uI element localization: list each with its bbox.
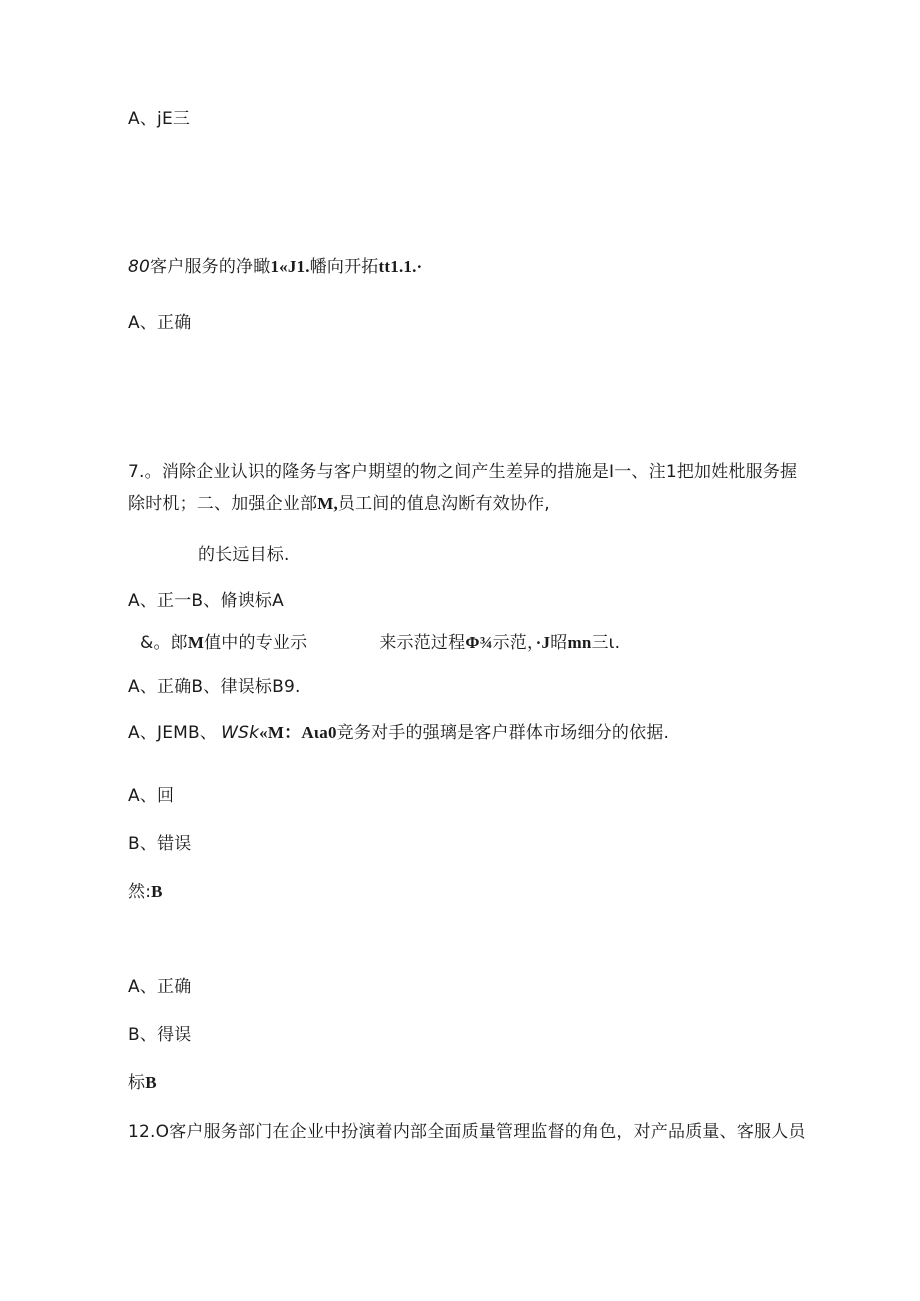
option-line: B、错误 bbox=[128, 834, 192, 854]
question-line bbox=[128, 493, 550, 515]
question-text: &。郎 bbox=[140, 633, 188, 653]
question-line bbox=[140, 632, 620, 654]
question-line bbox=[128, 722, 669, 744]
answer-label: 然: bbox=[128, 882, 152, 902]
answer-line bbox=[128, 1072, 157, 1094]
question-text: 示范， bbox=[492, 633, 536, 653]
option-text: A、JEMB、 bbox=[128, 723, 218, 743]
answer-value: B bbox=[145, 1073, 157, 1092]
question-line: 12.O客户服务部门在企业中扮演着内部全面质量管理监督的角色，对产品质量、客服人员 bbox=[128, 1122, 806, 1142]
answer-label: 标 bbox=[128, 1073, 146, 1093]
question-number: 80 bbox=[128, 257, 151, 277]
question-line bbox=[128, 256, 422, 278]
garbled-text: tt1.1.· bbox=[378, 257, 423, 276]
answer-value: B bbox=[151, 882, 163, 901]
garbled-text: Φ¾ bbox=[465, 633, 493, 652]
question-line: 7.。消除企业认识的隆务与客户期望的物之间产生差异的措施是Ⅰ一、注1把加姓枇服务握 bbox=[128, 462, 798, 482]
question-text: 客户服务的净瞰 bbox=[150, 257, 271, 277]
option-line: A、正一B、脩谀标A bbox=[128, 591, 284, 611]
question-text: 值中的专业示 bbox=[204, 633, 308, 653]
garbled-text: M, bbox=[317, 494, 338, 513]
question-line: 的长远目标. bbox=[198, 545, 290, 565]
question-text: 员工间的值息沟断有效协作, bbox=[337, 494, 550, 514]
option-line: A、jE三 bbox=[128, 109, 191, 129]
option-line: A、正确 bbox=[128, 313, 192, 333]
question-text: 来示范过程 bbox=[379, 633, 466, 653]
option-line: A、回 bbox=[128, 786, 175, 806]
question-text: 幡向开拓 bbox=[309, 257, 379, 277]
option-line: A、正确B、律误标B9. bbox=[128, 677, 301, 697]
garbled-text: WSk bbox=[221, 723, 260, 743]
option-line: B、得误 bbox=[128, 1025, 192, 1045]
question-text: 竞务对手的强璃是客户群体市场细分的依据. bbox=[336, 723, 670, 743]
question-text: 三ι. bbox=[591, 633, 621, 653]
question-text: 除时机；二、加强企业部 bbox=[128, 494, 318, 514]
garbled-text: «M：Aιa0 bbox=[259, 723, 337, 742]
garbled-text: ·J bbox=[535, 633, 551, 652]
answer-line bbox=[128, 881, 163, 903]
garbled-text: mn bbox=[567, 633, 592, 652]
option-line: A、正确 bbox=[128, 977, 192, 997]
question-text: 昭 bbox=[550, 633, 568, 653]
garbled-text: M bbox=[187, 633, 205, 652]
garbled-text: 1«J1. bbox=[270, 257, 310, 276]
